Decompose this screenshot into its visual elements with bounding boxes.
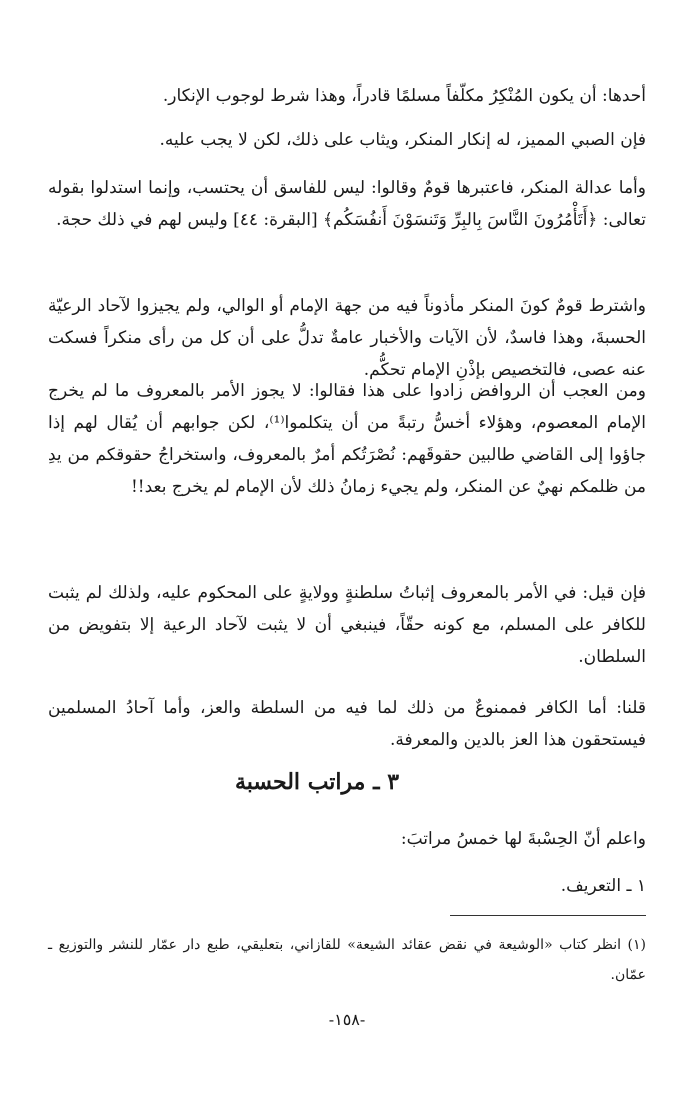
paragraph-objection: فإن قيل: في الأمر بالمعروف إثباتُ سلطنةٍ وولايةٍ على المحكوم عليه، ولذلك لم يثبت للكافر على المسلم، مع كونه حقّاً، فينبغي أن لا يثبت لآحاد الرعية إلا بتفويض من السلطان. xyxy=(48,583,646,667)
paragraph-permission: واشترط قومٌ كونَ المنكر مأذوناً فيه من جهة الإمام أو الوالي، ولم يجيزوا لآحاد الرعيّة الحسبةَ، وهذا فاسدٌ، لأن الآيات والأخبار عامةٌ تدلُّ على أن كل من رأى منكراً فسكت عنه عصى، فالتخصيص بإذْنِ الإمام تحكُّم. xyxy=(48,296,646,380)
footnote-divider xyxy=(450,915,646,916)
page-number: -١٥٨- xyxy=(328,1010,366,1029)
section-heading: ٣ ـ مراتب الحسبة xyxy=(234,769,400,795)
paragraph-discerning-child: فإن الصبي المميز، له إنكار المنكر، ويثاب على ذلك، لكن لا يجب عليه. xyxy=(159,130,646,150)
first-rank: ١ ـ التعريف. xyxy=(560,876,646,896)
ranks-intro: واعلم أنّ الحِسْبةَ لها خمسُ مراتبَ: xyxy=(400,829,646,849)
paragraph-rafidah: ومن العجب أن الروافض زادوا على هذا فقالوا: لا يجوز الأمر بالمعروف ما لم يخرج الإمام المعصوم، وهؤلاء أخسُّ رتبةً من أن يتكلموا⁽¹⁾، لكن جوابهم أن يُقال لهم إذا جاؤوا إلى القاضي طالبين حقوقَهم: نُصْرَتُكم أمرٌ بالمعروف، واستخراجُ حقوقكم من يدِ من ظلمكم نهيٌ عن المنكر، ولم يجيء زمانُ ذلك لأن الإمام لم يخرج بعد!! xyxy=(48,381,647,497)
paragraph-integrity: وأما عدالة المنكر، فاعتبرها قومٌ وقالوا: ليس للفاسق أن يحتسب، وإنما استدلوا بقوله تعالى: ﴿أَتَأْمُرُونَ النَّاسَ بِالبِرِّ وَتَنسَوْنَ أَنفُسَكُم﴾ [البقرة: ٤٤] وليس لهم في ذلك حجة. xyxy=(48,178,646,230)
footnote: (١) انظر كتاب «الوشيعة في نقض عقائد الشيعة» للقازاني، بتعليقي، طبع دار عمّار للنشر والتوزيع ـ عمّان. xyxy=(48,937,646,983)
paragraph-reply: قلنا: أما الكافر فممنوعٌ من ذلك لما فيه من السلطة والعز، وأما آحادُ المسلمين فيستحقون هذا العز بالدين والمعرفة. xyxy=(48,698,646,750)
paragraph-conditions: أحدها: أن يكون المُنْكِرُ مكلّفاً مسلمًا قادراً، وهذا شرط لوجوب الإنكار. xyxy=(162,86,646,106)
book-page xyxy=(48,0,646,1101)
